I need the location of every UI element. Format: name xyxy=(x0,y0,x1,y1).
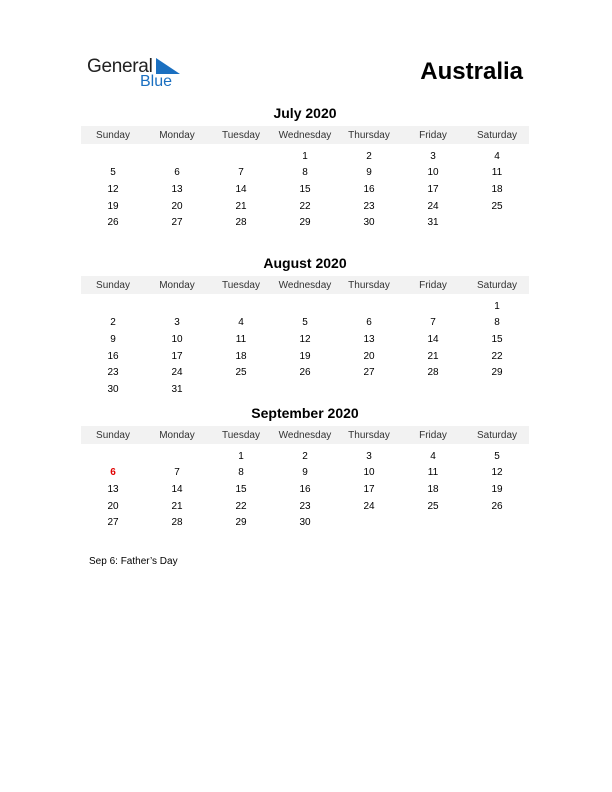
weekday-label: Thursday xyxy=(348,279,390,291)
day-cell: 5 xyxy=(110,167,116,179)
day-cell: 17 xyxy=(171,350,183,362)
month-calendar xyxy=(81,405,529,531)
day-cell: 19 xyxy=(107,200,119,212)
week-row xyxy=(81,364,529,381)
day-cell: 5 xyxy=(494,450,500,462)
day-cell: 7 xyxy=(238,167,244,179)
day-cell: 8 xyxy=(302,167,308,179)
week-row xyxy=(81,348,529,365)
day-cell: 24 xyxy=(171,367,183,379)
week-row xyxy=(81,481,529,498)
day-cell: 23 xyxy=(299,500,311,512)
weekday-label: Tuesday xyxy=(222,129,260,141)
day-cell: 14 xyxy=(235,183,247,195)
month-calendar xyxy=(81,255,529,398)
day-cell: 22 xyxy=(491,350,503,362)
day-cell: 27 xyxy=(107,517,119,529)
day-cell: 29 xyxy=(299,217,311,229)
day-cell: 23 xyxy=(107,367,119,379)
weekday-label: Saturday xyxy=(476,129,518,141)
day-cell: 11 xyxy=(491,167,503,179)
weekday-label: Tuesday xyxy=(222,279,260,291)
week-row xyxy=(81,198,529,215)
day-cell: 10 xyxy=(171,333,183,345)
day-cell: 12 xyxy=(491,467,503,479)
weekday-label: Monday xyxy=(159,279,195,291)
day-cell: 1 xyxy=(302,150,308,162)
day-cell: 12 xyxy=(299,333,311,345)
day-cell: 16 xyxy=(363,183,375,195)
day-cell: 20 xyxy=(107,500,119,512)
weekday-label: Sunday xyxy=(96,129,130,141)
logo-triangle-icon xyxy=(156,58,180,74)
day-cell: 16 xyxy=(107,350,119,362)
week-row xyxy=(81,214,529,231)
day-cell: 25 xyxy=(427,500,439,512)
day-cell: 26 xyxy=(491,500,503,512)
day-cell: 2 xyxy=(110,317,116,329)
logo-blue: Blue xyxy=(140,73,173,90)
day-cell: 28 xyxy=(235,217,247,229)
day-cell: 27 xyxy=(363,367,375,379)
day-cell: 21 xyxy=(171,500,183,512)
day-cell: 5 xyxy=(302,317,308,329)
day-cell: 18 xyxy=(427,483,439,495)
day-cell: 28 xyxy=(427,367,439,379)
day-cell: 25 xyxy=(491,200,503,212)
day-cell: 3 xyxy=(430,150,436,162)
day-cell: 30 xyxy=(107,383,119,395)
day-cell: 19 xyxy=(299,350,311,362)
day-cell: 20 xyxy=(171,200,183,212)
day-cell: 7 xyxy=(174,467,180,479)
week-row xyxy=(81,514,529,531)
logo-general: General xyxy=(87,56,153,77)
day-cell: 10 xyxy=(427,167,439,179)
week-row xyxy=(81,165,529,182)
weekday-label: Wednesday xyxy=(278,279,332,291)
weekday-label: Friday xyxy=(419,129,447,141)
week-row xyxy=(81,465,529,482)
day-cell: 4 xyxy=(494,150,500,162)
month-title: July 2020 xyxy=(273,105,337,121)
day-cell: 8 xyxy=(238,467,244,479)
month-title: August 2020 xyxy=(263,255,347,271)
day-cell: 13 xyxy=(107,483,119,495)
week-row xyxy=(81,498,529,515)
weekday-label: Tuesday xyxy=(222,429,260,441)
week-row xyxy=(81,331,529,348)
week-row xyxy=(81,148,529,165)
day-cell: 12 xyxy=(107,183,119,195)
weekday-label: Thursday xyxy=(348,429,390,441)
weekday-header xyxy=(81,126,529,144)
day-cell: 1 xyxy=(238,450,244,462)
month-calendar xyxy=(81,105,529,231)
day-cell: 3 xyxy=(366,450,372,462)
weekday-label: Sunday xyxy=(96,429,130,441)
day-cell: 4 xyxy=(238,317,244,329)
day-cell: 9 xyxy=(302,467,308,479)
week-row xyxy=(81,298,529,315)
day-cell: 16 xyxy=(299,483,311,495)
day-cell: 9 xyxy=(110,333,116,345)
weekday-label: Wednesday xyxy=(278,129,332,141)
day-cell: 30 xyxy=(299,517,311,529)
day-cell: 11 xyxy=(235,333,247,345)
day-cell: 23 xyxy=(363,200,375,212)
holiday-note: Sep 6: Father’s Day xyxy=(89,556,178,567)
week-row xyxy=(81,381,529,398)
holiday-day-cell: 6 xyxy=(110,467,116,479)
day-cell: 21 xyxy=(427,350,439,362)
day-cell: 19 xyxy=(491,483,503,495)
weekday-label: Monday xyxy=(159,129,195,141)
day-cell: 31 xyxy=(171,383,183,395)
day-cell: 29 xyxy=(235,517,247,529)
day-cell: 14 xyxy=(171,483,183,495)
weekday-label: Sunday xyxy=(96,279,130,291)
day-cell: 9 xyxy=(366,167,372,179)
day-cell: 28 xyxy=(171,517,183,529)
day-cell: 13 xyxy=(363,333,375,345)
day-cell: 21 xyxy=(235,200,247,212)
day-cell: 25 xyxy=(235,367,247,379)
day-cell: 18 xyxy=(235,350,247,362)
day-cell: 15 xyxy=(299,183,311,195)
day-cell: 17 xyxy=(427,183,439,195)
day-cell: 8 xyxy=(494,317,500,329)
day-cell: 31 xyxy=(427,217,439,229)
weekday-label: Friday xyxy=(419,429,447,441)
day-cell: 17 xyxy=(363,483,375,495)
week-row xyxy=(81,448,529,465)
day-cell: 6 xyxy=(174,167,180,179)
weekday-header xyxy=(81,276,529,294)
day-cell: 22 xyxy=(235,500,247,512)
day-cell: 24 xyxy=(363,500,375,512)
day-cell: 4 xyxy=(430,450,436,462)
day-cell: 26 xyxy=(299,367,311,379)
weekday-label: Monday xyxy=(159,429,195,441)
day-cell: 2 xyxy=(302,450,308,462)
weekday-label: Saturday xyxy=(476,279,518,291)
day-cell: 7 xyxy=(430,317,436,329)
week-row xyxy=(81,315,529,332)
day-cell: 11 xyxy=(427,467,439,479)
day-cell: 30 xyxy=(363,217,375,229)
day-cell: 18 xyxy=(491,183,503,195)
day-cell: 13 xyxy=(171,183,183,195)
day-cell: 6 xyxy=(366,317,372,329)
day-cell: 1 xyxy=(494,300,500,312)
day-cell: 10 xyxy=(363,467,375,479)
weekday-label: Wednesday xyxy=(278,429,332,441)
weekday-label: Saturday xyxy=(476,429,518,441)
weekday-label: Thursday xyxy=(348,129,390,141)
week-row xyxy=(81,181,529,198)
weekday-label: Friday xyxy=(419,279,447,291)
day-cell: 14 xyxy=(427,333,439,345)
day-cell: 15 xyxy=(235,483,247,495)
day-cell: 29 xyxy=(491,367,503,379)
generalblue-logo xyxy=(87,56,173,90)
day-cell: 27 xyxy=(171,217,183,229)
day-cell: 20 xyxy=(363,350,375,362)
day-cell: 2 xyxy=(366,150,372,162)
month-title: September 2020 xyxy=(251,405,359,421)
day-cell: 3 xyxy=(174,317,180,329)
day-cell: 22 xyxy=(299,200,311,212)
weekday-header xyxy=(81,426,529,444)
day-cell: 15 xyxy=(491,333,503,345)
day-cell: 24 xyxy=(427,200,439,212)
country-title: Australia xyxy=(420,58,523,85)
day-cell: 26 xyxy=(107,217,119,229)
